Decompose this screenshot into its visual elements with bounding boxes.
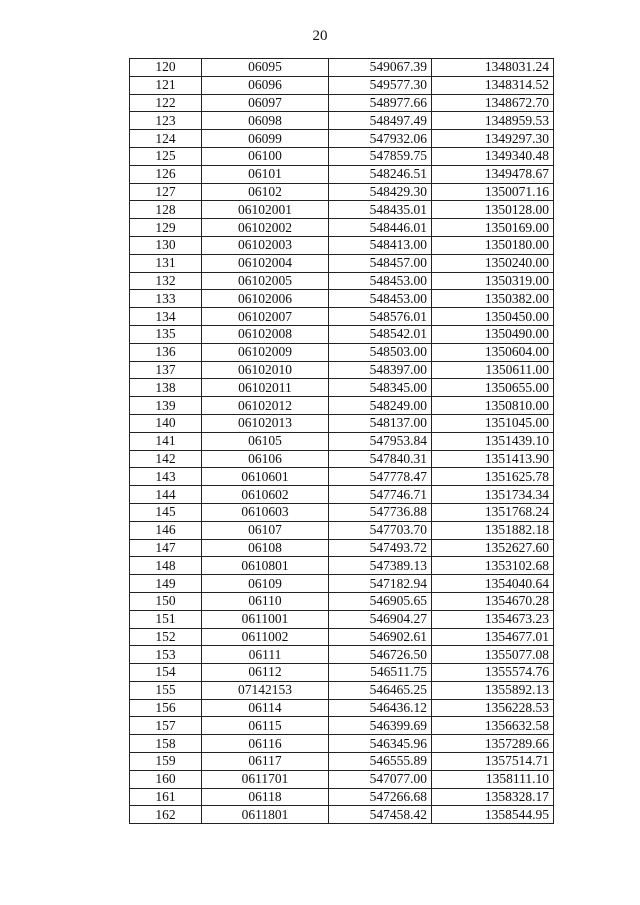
y-coordinate-cell: 1350655.00 <box>432 379 554 397</box>
x-coordinate-cell: 548435.01 <box>329 201 432 219</box>
x-coordinate-cell: 546726.50 <box>329 646 432 664</box>
table-row <box>130 788 554 806</box>
row-index-cell: 136 <box>130 343 202 361</box>
x-coordinate-cell: 546345.96 <box>329 735 432 753</box>
row-index-cell: 154 <box>130 664 202 682</box>
point-id-cell: 06100 <box>202 147 329 165</box>
y-coordinate-cell: 1357514.71 <box>432 753 554 771</box>
table-row <box>130 557 554 575</box>
y-coordinate-cell: 1350180.00 <box>432 236 554 254</box>
y-coordinate-cell: 1350604.00 <box>432 343 554 361</box>
x-coordinate-cell: 548345.00 <box>329 379 432 397</box>
row-index-cell: 140 <box>130 414 202 432</box>
y-coordinate-cell: 1354673.23 <box>432 610 554 628</box>
table-row <box>130 770 554 788</box>
table-row <box>130 379 554 397</box>
table-row <box>130 236 554 254</box>
y-coordinate-cell: 1354670.28 <box>432 592 554 610</box>
row-index-cell: 158 <box>130 735 202 753</box>
table-row <box>130 539 554 557</box>
x-coordinate-cell: 548542.01 <box>329 325 432 343</box>
y-coordinate-cell: 1350319.00 <box>432 272 554 290</box>
y-coordinate-cell: 1348959.53 <box>432 112 554 130</box>
row-index-cell: 125 <box>130 147 202 165</box>
x-coordinate-cell: 546399.69 <box>329 717 432 735</box>
table-row <box>130 592 554 610</box>
x-coordinate-cell: 548977.66 <box>329 94 432 112</box>
table-row <box>130 717 554 735</box>
table-row <box>130 183 554 201</box>
y-coordinate-cell: 1349297.30 <box>432 130 554 148</box>
row-index-cell: 161 <box>130 788 202 806</box>
y-coordinate-cell: 1358544.95 <box>432 806 554 824</box>
x-coordinate-cell: 547953.84 <box>329 432 432 450</box>
y-coordinate-cell: 1357289.66 <box>432 735 554 753</box>
y-coordinate-cell: 1354040.64 <box>432 575 554 593</box>
point-id-cell: 06102009 <box>202 343 329 361</box>
row-index-cell: 144 <box>130 486 202 504</box>
row-index-cell: 153 <box>130 646 202 664</box>
point-id-cell: 06105 <box>202 432 329 450</box>
table-row <box>130 76 554 94</box>
table-row <box>130 219 554 237</box>
x-coordinate-cell: 547266.68 <box>329 788 432 806</box>
point-id-cell: 06102002 <box>202 219 329 237</box>
y-coordinate-cell: 1351045.00 <box>432 414 554 432</box>
table-row <box>130 610 554 628</box>
point-id-cell: 0610602 <box>202 486 329 504</box>
row-index-cell: 156 <box>130 699 202 717</box>
table-row <box>130 681 554 699</box>
x-coordinate-cell: 546902.61 <box>329 628 432 646</box>
y-coordinate-cell: 1351768.24 <box>432 503 554 521</box>
y-coordinate-cell: 1350169.00 <box>432 219 554 237</box>
table-row <box>130 325 554 343</box>
point-id-cell: 06096 <box>202 76 329 94</box>
y-coordinate-cell: 1349478.67 <box>432 165 554 183</box>
point-id-cell: 06108 <box>202 539 329 557</box>
table-row <box>130 521 554 539</box>
point-id-cell: 06102012 <box>202 397 329 415</box>
x-coordinate-cell: 548576.01 <box>329 308 432 326</box>
point-id-cell: 06101 <box>202 165 329 183</box>
y-coordinate-cell: 1355892.13 <box>432 681 554 699</box>
row-index-cell: 162 <box>130 806 202 824</box>
row-index-cell: 132 <box>130 272 202 290</box>
row-index-cell: 142 <box>130 450 202 468</box>
x-coordinate-cell: 548246.51 <box>329 165 432 183</box>
y-coordinate-cell: 1351439.10 <box>432 432 554 450</box>
y-coordinate-cell: 1353102.68 <box>432 557 554 575</box>
point-id-cell: 06112 <box>202 664 329 682</box>
point-id-cell: 0610603 <box>202 503 329 521</box>
table-row <box>130 628 554 646</box>
y-coordinate-cell: 1351625.78 <box>432 468 554 486</box>
point-id-cell: 06115 <box>202 717 329 735</box>
point-id-cell: 06102006 <box>202 290 329 308</box>
point-id-cell: 06102005 <box>202 272 329 290</box>
table-row <box>130 201 554 219</box>
row-index-cell: 157 <box>130 717 202 735</box>
point-id-cell: 06102001 <box>202 201 329 219</box>
y-coordinate-cell: 1351413.90 <box>432 450 554 468</box>
table-row <box>130 59 554 77</box>
table-row <box>130 308 554 326</box>
point-id-cell: 06102013 <box>202 414 329 432</box>
table-row <box>130 165 554 183</box>
row-index-cell: 143 <box>130 468 202 486</box>
row-index-cell: 159 <box>130 753 202 771</box>
x-coordinate-cell: 548397.00 <box>329 361 432 379</box>
x-coordinate-cell: 547736.88 <box>329 503 432 521</box>
row-index-cell: 126 <box>130 165 202 183</box>
table-row <box>130 343 554 361</box>
x-coordinate-cell: 548453.00 <box>329 290 432 308</box>
point-id-cell: 06102011 <box>202 379 329 397</box>
y-coordinate-cell: 1350382.00 <box>432 290 554 308</box>
y-coordinate-cell: 1348031.24 <box>432 59 554 77</box>
row-index-cell: 160 <box>130 770 202 788</box>
page-number: 20 <box>312 28 328 44</box>
row-index-cell: 149 <box>130 575 202 593</box>
y-coordinate-cell: 1355574.76 <box>432 664 554 682</box>
point-id-cell: 06107 <box>202 521 329 539</box>
x-coordinate-cell: 548446.01 <box>329 219 432 237</box>
x-coordinate-cell: 546905.65 <box>329 592 432 610</box>
row-index-cell: 134 <box>130 308 202 326</box>
x-coordinate-cell: 547493.72 <box>329 539 432 557</box>
x-coordinate-cell: 547859.75 <box>329 147 432 165</box>
x-coordinate-cell: 549577.30 <box>329 76 432 94</box>
y-coordinate-cell: 1350071.16 <box>432 183 554 201</box>
row-index-cell: 133 <box>130 290 202 308</box>
x-coordinate-cell: 548457.00 <box>329 254 432 272</box>
table-row <box>130 397 554 415</box>
x-coordinate-cell: 547932.06 <box>329 130 432 148</box>
x-coordinate-cell: 548413.00 <box>329 236 432 254</box>
y-coordinate-cell: 1349340.48 <box>432 147 554 165</box>
y-coordinate-cell: 1351734.34 <box>432 486 554 504</box>
x-coordinate-cell: 547389.13 <box>329 557 432 575</box>
table-row <box>130 735 554 753</box>
point-id-cell: 07142153 <box>202 681 329 699</box>
point-id-cell: 0610601 <box>202 468 329 486</box>
table-row <box>130 664 554 682</box>
y-coordinate-cell: 1350450.00 <box>432 308 554 326</box>
y-coordinate-cell: 1352627.60 <box>432 539 554 557</box>
x-coordinate-cell: 547077.00 <box>329 770 432 788</box>
row-index-cell: 129 <box>130 219 202 237</box>
row-index-cell: 152 <box>130 628 202 646</box>
row-index-cell: 120 <box>130 59 202 77</box>
y-coordinate-cell: 1354677.01 <box>432 628 554 646</box>
point-id-cell: 06102007 <box>202 308 329 326</box>
coordinates-table <box>129 58 554 824</box>
x-coordinate-cell: 546436.12 <box>329 699 432 717</box>
table-row <box>130 272 554 290</box>
y-coordinate-cell: 1350128.00 <box>432 201 554 219</box>
x-coordinate-cell: 548137.00 <box>329 414 432 432</box>
row-index-cell: 124 <box>130 130 202 148</box>
x-coordinate-cell: 546511.75 <box>329 664 432 682</box>
table-row <box>130 130 554 148</box>
table-row <box>130 432 554 450</box>
point-id-cell: 06116 <box>202 735 329 753</box>
row-index-cell: 145 <box>130 503 202 521</box>
x-coordinate-cell: 546555.89 <box>329 753 432 771</box>
x-coordinate-cell: 547778.47 <box>329 468 432 486</box>
row-index-cell: 146 <box>130 521 202 539</box>
x-coordinate-cell: 547182.94 <box>329 575 432 593</box>
table-row <box>130 450 554 468</box>
x-coordinate-cell: 546904.27 <box>329 610 432 628</box>
point-id-cell: 06102010 <box>202 361 329 379</box>
point-id-cell: 06097 <box>202 94 329 112</box>
y-coordinate-cell: 1355077.08 <box>432 646 554 664</box>
point-id-cell: 06102003 <box>202 236 329 254</box>
row-index-cell: 147 <box>130 539 202 557</box>
y-coordinate-cell: 1350490.00 <box>432 325 554 343</box>
y-coordinate-cell: 1348314.52 <box>432 76 554 94</box>
x-coordinate-cell: 548429.30 <box>329 183 432 201</box>
x-coordinate-cell: 549067.39 <box>329 59 432 77</box>
table-row <box>130 361 554 379</box>
point-id-cell: 06102004 <box>202 254 329 272</box>
y-coordinate-cell: 1358328.17 <box>432 788 554 806</box>
point-id-cell: 0611002 <box>202 628 329 646</box>
y-coordinate-cell: 1351882.18 <box>432 521 554 539</box>
point-id-cell: 06110 <box>202 592 329 610</box>
y-coordinate-cell: 1350240.00 <box>432 254 554 272</box>
point-id-cell: 06111 <box>202 646 329 664</box>
y-coordinate-cell: 1356228.53 <box>432 699 554 717</box>
row-index-cell: 130 <box>130 236 202 254</box>
table-row <box>130 575 554 593</box>
row-index-cell: 139 <box>130 397 202 415</box>
table-row <box>130 147 554 165</box>
x-coordinate-cell: 546465.25 <box>329 681 432 699</box>
point-id-cell: 06114 <box>202 699 329 717</box>
table-row <box>130 468 554 486</box>
row-index-cell: 151 <box>130 610 202 628</box>
x-coordinate-cell: 547840.31 <box>329 450 432 468</box>
y-coordinate-cell: 1358111.10 <box>432 770 554 788</box>
x-coordinate-cell: 547746.71 <box>329 486 432 504</box>
y-coordinate-cell: 1350611.00 <box>432 361 554 379</box>
row-index-cell: 148 <box>130 557 202 575</box>
row-index-cell: 150 <box>130 592 202 610</box>
x-coordinate-cell: 548503.00 <box>329 343 432 361</box>
point-id-cell: 0610801 <box>202 557 329 575</box>
table-row <box>130 254 554 272</box>
y-coordinate-cell: 1348672.70 <box>432 94 554 112</box>
point-id-cell: 06109 <box>202 575 329 593</box>
point-id-cell: 06102 <box>202 183 329 201</box>
y-coordinate-cell: 1350810.00 <box>432 397 554 415</box>
point-id-cell: 0611801 <box>202 806 329 824</box>
x-coordinate-cell: 548497.49 <box>329 112 432 130</box>
row-index-cell: 135 <box>130 325 202 343</box>
x-coordinate-cell: 548453.00 <box>329 272 432 290</box>
x-coordinate-cell: 548249.00 <box>329 397 432 415</box>
x-coordinate-cell: 547703.70 <box>329 521 432 539</box>
point-id-cell: 06117 <box>202 753 329 771</box>
point-id-cell: 06118 <box>202 788 329 806</box>
row-index-cell: 122 <box>130 94 202 112</box>
y-coordinate-cell: 1356632.58 <box>432 717 554 735</box>
point-id-cell: 06098 <box>202 112 329 130</box>
row-index-cell: 155 <box>130 681 202 699</box>
table-row <box>130 414 554 432</box>
table-row <box>130 699 554 717</box>
row-index-cell: 141 <box>130 432 202 450</box>
row-index-cell: 137 <box>130 361 202 379</box>
point-id-cell: 0611001 <box>202 610 329 628</box>
table-row <box>130 806 554 824</box>
row-index-cell: 123 <box>130 112 202 130</box>
table-row <box>130 94 554 112</box>
table-row <box>130 753 554 771</box>
point-id-cell: 0611701 <box>202 770 329 788</box>
row-index-cell: 131 <box>130 254 202 272</box>
point-id-cell: 06102008 <box>202 325 329 343</box>
row-index-cell: 138 <box>130 379 202 397</box>
row-index-cell: 128 <box>130 201 202 219</box>
row-index-cell: 121 <box>130 76 202 94</box>
table-row <box>130 486 554 504</box>
point-id-cell: 06095 <box>202 59 329 77</box>
table-row <box>130 290 554 308</box>
table-row <box>130 646 554 664</box>
x-coordinate-cell: 547458.42 <box>329 806 432 824</box>
coordinates-table-body <box>130 59 554 824</box>
table-row <box>130 112 554 130</box>
point-id-cell: 06099 <box>202 130 329 148</box>
row-index-cell: 127 <box>130 183 202 201</box>
point-id-cell: 06106 <box>202 450 329 468</box>
table-row <box>130 503 554 521</box>
